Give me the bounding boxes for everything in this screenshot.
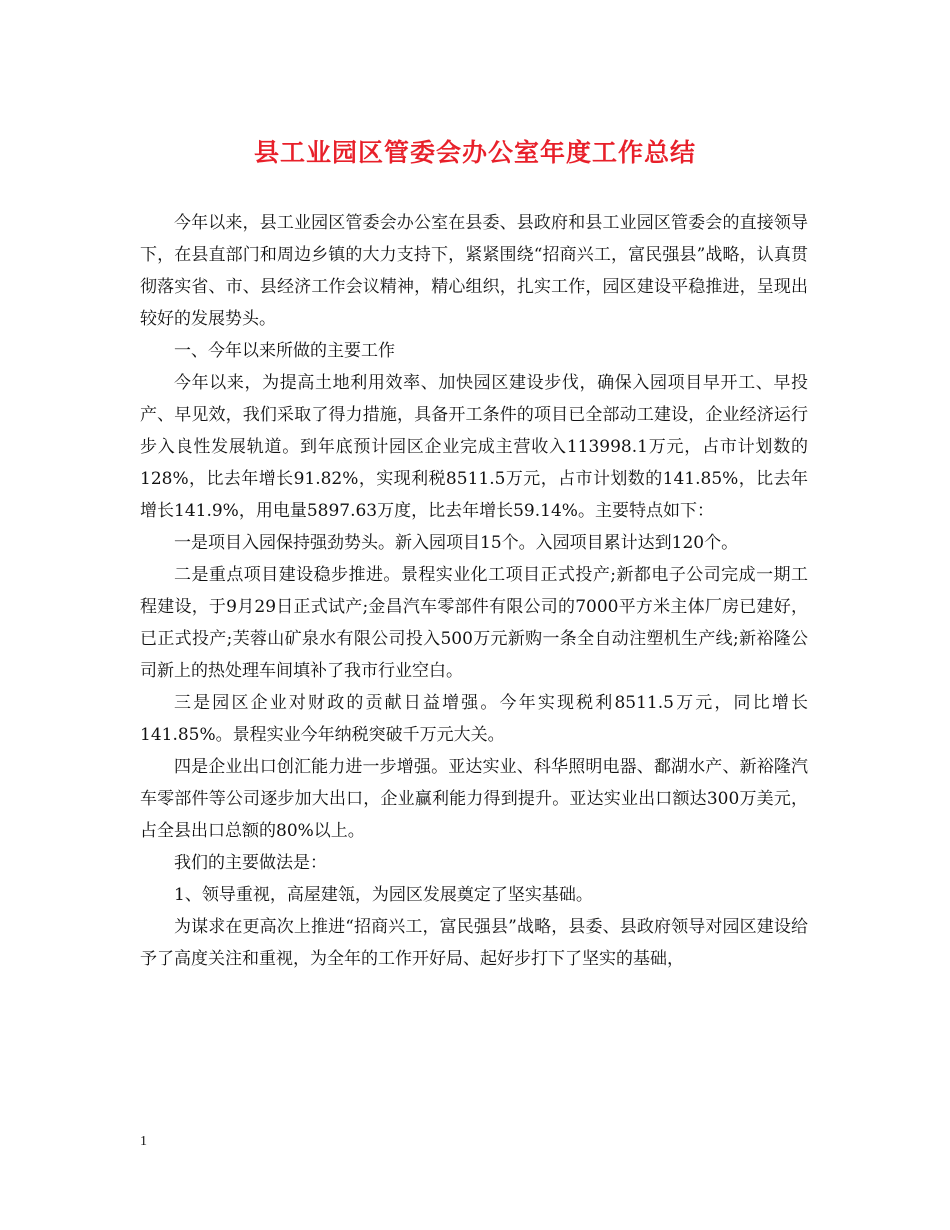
- paragraph-point-4: 四是企业出口创汇能力进一步增强。亚达实业、科华照明电器、鄱湖水产、新裕隆汽车零部件等公司逐步加大出口，企业赢利能力得到提升。亚达实业出口额达300万美元，占全县出口总额的80%以上。: [140, 757, 808, 841]
- document-title: 县工业园区管委会办公室年度工作总结: [253, 138, 696, 167]
- paragraph-methods-heading: 我们的主要做法是：: [174, 853, 327, 873]
- section-heading-main-work: 一、今年以来所做的主要工作: [174, 341, 395, 361]
- paragraph-intro: 今年以来，县工业园区管委会办公室在县委、县政府和县工业园区管委会的直接领导下，在县直部门和周边乡镇的大力支持下，紧紧围绕“招商兴工，富民强县”战略，认真贯彻落实省、市、县经济工作会议精神，精心组织，扎实工作，园区建设平稳推进，呈现出较好的发展势头。: [140, 213, 808, 329]
- paragraph-overview: 今年以来，为提高土地利用效率、加快园区建设步伐，确保入园项目早开工、早投产、早见效，我们采取了得力措施，具备开工条件的项目已全部动工建设，企业经济运行步入良性发展轨道。到年底预计园区企业完成主营收入113998.1万元，占市计划数的128%，比去年增长91.82%，实现利税8511.5万元，占市计划数的141.85%，比去年增长141.9%，用电量5897.63万度，比去年增长59.14%。主要特点如下：: [140, 373, 808, 521]
- page-number: 1: [140, 1134, 147, 1149]
- paragraph-point-1: 一是项目入园保持强劲势头。新入园项目15个。入园项目累计达到120个。: [174, 533, 739, 553]
- document-body: [140, 207, 808, 975]
- subheading-leadership: 1、领导重视，高屋建瓴，为园区发展奠定了坚实基础。: [174, 885, 593, 905]
- paragraph-leadership: 为谋求在更高次上推进“招商兴工，富民强县”战略，县委、县政府领导对园区建设给予了高度关注和重视，为全年的工作开好局、起好步打下了坚实的基础，: [140, 917, 808, 969]
- paragraph-point-3: 三是园区企业对财政的贡献日益增强。今年实现税利8511.5万元，同比增长141.85%。景程实业今年纳税突破千万元大关。: [140, 693, 808, 745]
- paragraph-point-2: 二是重点项目建设稳步推进。景程实业化工项目正式投产;新都电子公司完成一期工程建设，于9月29日正式试产;金昌汽车零部件有限公司的7000平方米主体厂房已建好，已正式投产;芙蓉山矿泉水有限公司投入500万元新购一条全自动注塑机生产线;新裕隆公司新上的热处理车间填补了我市行业空白。: [140, 565, 808, 681]
